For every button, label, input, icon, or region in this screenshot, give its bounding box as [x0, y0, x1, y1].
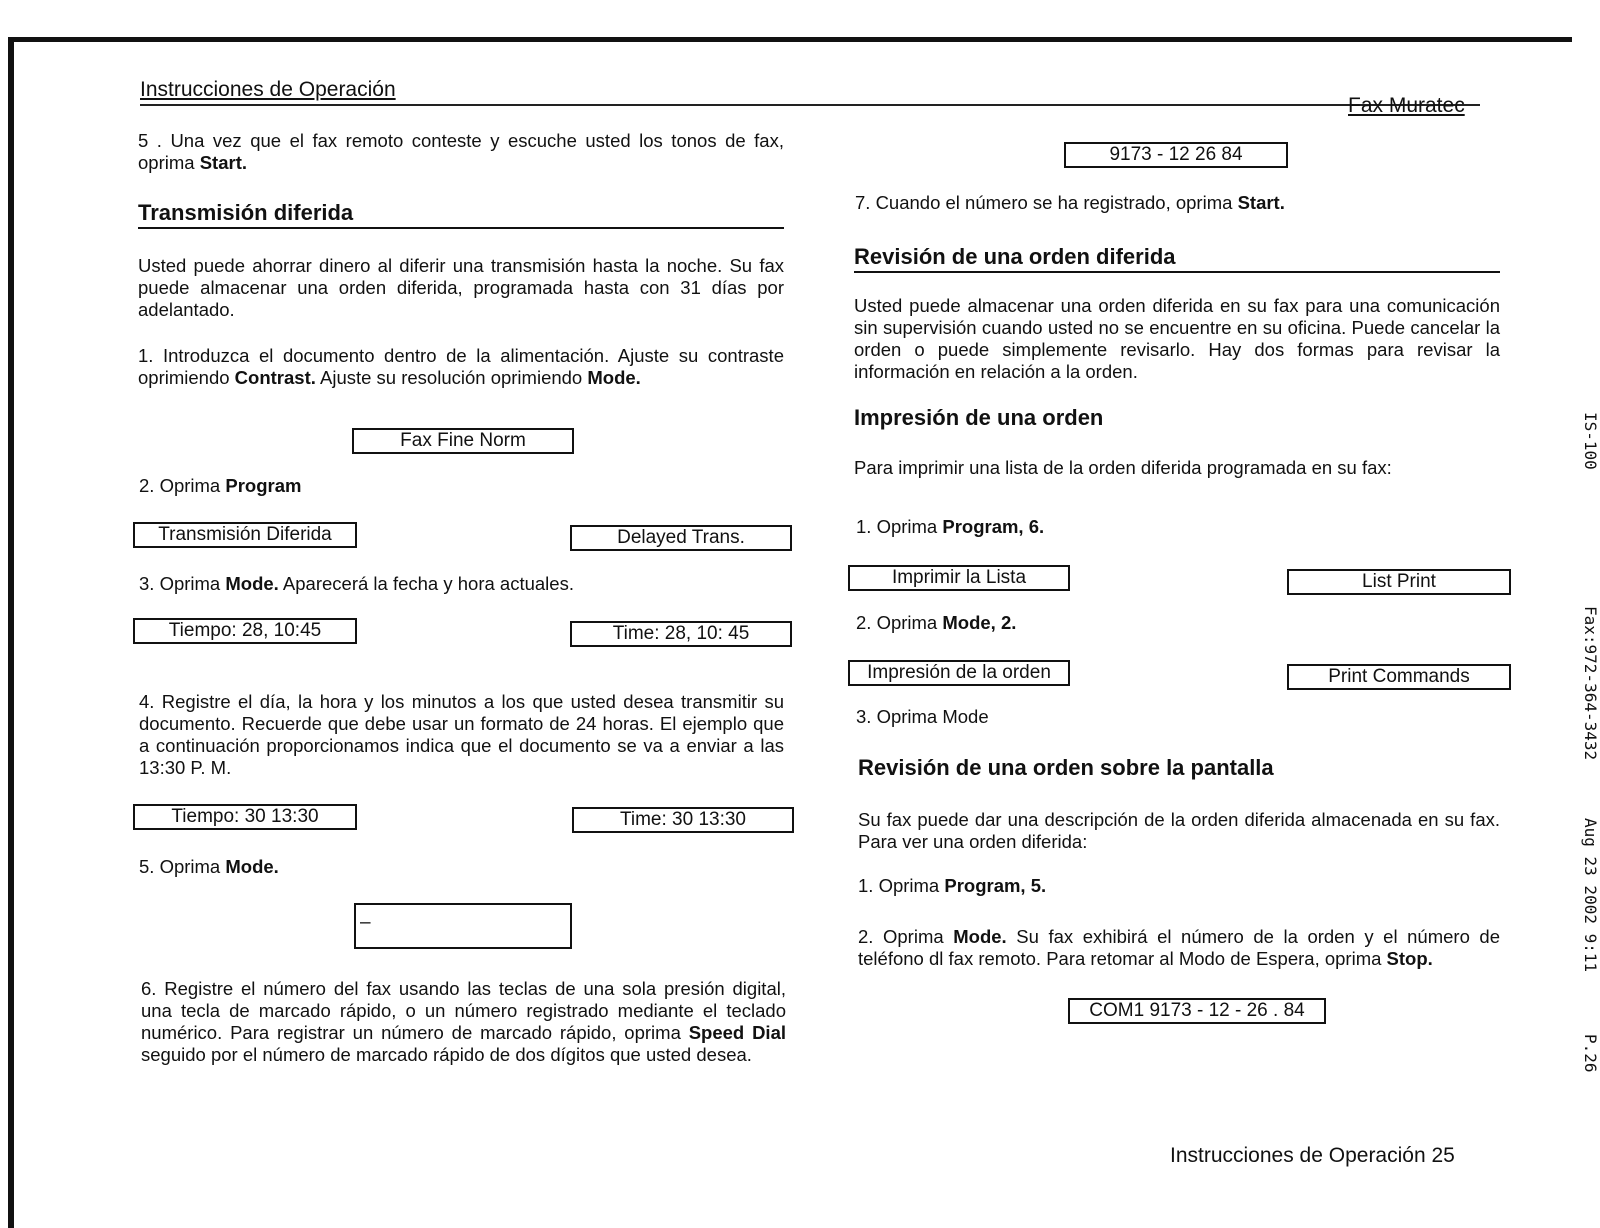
- section-heading-delayed: Transmisión diferida: [138, 200, 784, 229]
- header-rule: [140, 104, 1480, 106]
- scan-top-edge: [8, 37, 1572, 42]
- footer: [1170, 1144, 1455, 1168]
- step-2: 2. Oprima Program: [139, 475, 302, 496]
- step-6: 6. Registre el número del fax usando las teclas de una sola presión digital, una tecla de marcado rápido, o un número registrado mediante el teclado numérico. Para registrar un número de marcado rápido, oprima Speed Dial seguido por el número de marcado rápido de dos dígitos que usted desea.: [141, 978, 786, 1065]
- display-blank: –: [354, 903, 572, 949]
- display-delayed-trans: Delayed Trans.: [570, 525, 792, 551]
- print-step-1: 1. Oprima Program, 6.: [856, 516, 1045, 537]
- fax-page: P.26: [1581, 1034, 1600, 1073]
- display-time-2: Time: 30 13:30: [572, 807, 794, 833]
- fax-id: IS-100: [1581, 412, 1600, 470]
- footer-text: Instrucciones de Operación: [1170, 1144, 1426, 1167]
- display-impresion-orden: Impresión de la orden: [848, 660, 1070, 686]
- print-step-3: 3. Oprima Mode: [856, 706, 989, 727]
- step-5-start: 5 . Una vez que el fax remoto conteste y escuche usted los tonos de fax, oprima Start.: [138, 130, 784, 173]
- step-1: 1. Introduzca el documento dentro de la alimentación. Ajuste su contraste oprimiendo Contrast. Ajuste su resolución oprimiendo Mode.: [138, 345, 784, 388]
- step-3: 3. Oprima Mode. Aparecerá la fecha y hora actuales.: [139, 573, 574, 594]
- left-column: [138, 130, 784, 389]
- step-7: 7. Cuando el número se ha registrado, oprima Start.: [855, 192, 1285, 213]
- display-com1: COM1 9173 - 12 - 26 . 84: [1068, 998, 1326, 1024]
- review-section: [854, 244, 1500, 479]
- review-intro: Usted puede almacenar una orden diferida en su fax para una comunicación sin supervisión cuando usted no se encuentre en su oficina. Puede cancelar la orden o puede simplemente revisarlo. Hay dos formas para revisar la información en relación a la orden.: [854, 295, 1500, 382]
- fax-date: Aug 23 2002 9:11: [1581, 818, 1600, 973]
- print-step-2: 2. Oprima Mode, 2.: [856, 612, 1017, 633]
- step-5-mode: 5. Oprima Mode.: [139, 856, 279, 877]
- section-heading-screen: Revisión de una orden sobre la pantalla: [858, 755, 1274, 780]
- section-heading-print: Impresión de una orden: [854, 405, 1104, 430]
- section-heading-review: Revisión de una orden diferida: [854, 244, 1500, 273]
- fax-number: Fax:972-364-3432: [1581, 606, 1600, 761]
- display-transmision-diferida: Transmisión Diferida: [133, 522, 357, 548]
- display-imprimir-lista: Imprimir la Lista: [848, 565, 1070, 591]
- print-intro: Para imprimir una lista de la orden diferida programada en su fax:: [854, 457, 1392, 478]
- display-tiempo-1: Tiempo: 28, 10:45: [133, 618, 357, 644]
- step-4: 4. Registre el día, la hora y los minutos a los que usted desea transmitir su documento. Recuerde que debe usar un formato de 24 horas. El ejemplo que a continuación proporcionamos indica que el documento se va a enviar a las 13:30 P. M.: [139, 691, 784, 778]
- header-right: Fax Muratec: [1348, 94, 1465, 117]
- display-list-print: List Print: [1287, 569, 1511, 595]
- delayed-intro: Usted puede ahorrar dinero al diferir una transmisión hasta la noche. Su fax puede almacenar una orden diferida, programada hasta con 31 días por adelantado.: [138, 255, 784, 320]
- screen-step-2: 2. Oprima Mode. Su fax exhibirá el número de la orden y el número de teléfono dl fax remoto. Para retomar al Modo de Espera, oprima Stop.: [858, 926, 1500, 969]
- screen-intro: Su fax puede dar una descripción de la orden diferida almacenada en su fax. Para ver una orden diferida:: [858, 809, 1500, 852]
- scan-left-edge: [8, 42, 14, 1228]
- display-tiempo-2: Tiempo: 30 13:30: [133, 804, 357, 830]
- display-time-1: Time: 28, 10: 45: [570, 621, 792, 647]
- display-fax-fine-norm: Fax Fine Norm: [352, 428, 574, 454]
- page-number: 25: [1431, 1144, 1455, 1167]
- display-fax-number: 9173 - 12 26 84: [1064, 142, 1288, 168]
- screen-step-1: 1. Oprima Program, 5.: [858, 875, 1047, 896]
- header-left: Instrucciones de Operación: [140, 78, 396, 101]
- display-print-commands: Print Commands: [1287, 664, 1511, 690]
